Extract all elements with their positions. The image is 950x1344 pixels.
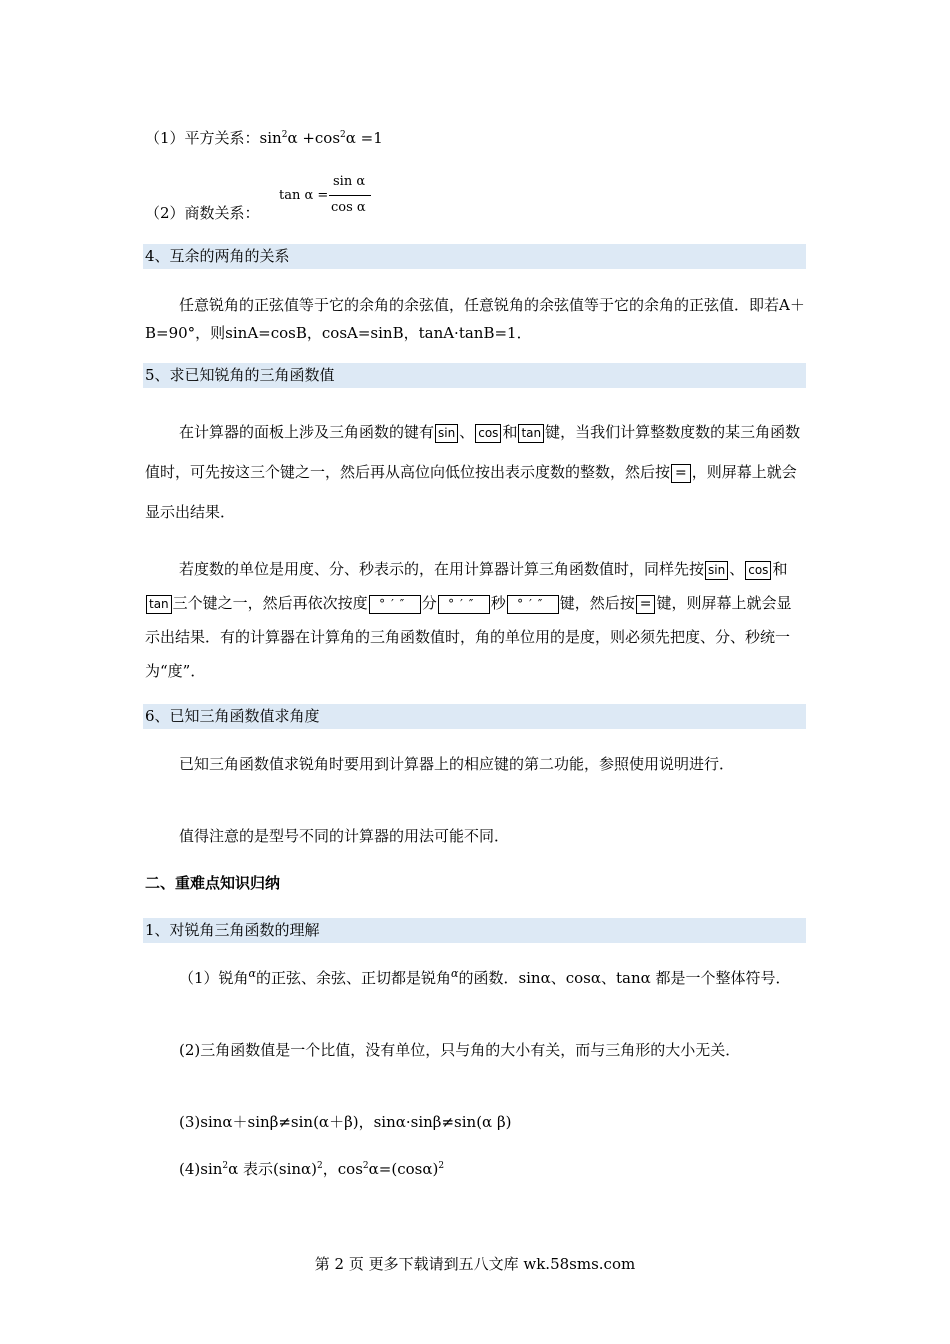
sec5-p2-text-d: 键，则屏幕上就会显示出结果．有的计算器在计算角的三角函数值时，角的单位用的是度，则必须先把度、分、秒统一为“度”． [145, 594, 792, 680]
sec2-1-paragraph-2: (2)三角函数值是一个比值，没有单位，只与角的大小有关，而与三角形的大小无关． [179, 1041, 741, 1059]
and-text: 和 [502, 423, 518, 441]
p4-text-d: α=(cosα) [368, 1160, 439, 1178]
sec2-1-paragraph-1 [145, 964, 805, 992]
square-label: （1）平方关系： [145, 129, 260, 147]
square-part-a: sin [259, 129, 282, 147]
sec2-1-paragraph-4 [145, 1155, 805, 1183]
fraction-denominator: cos α [331, 200, 366, 215]
section-heading-6: 6、已知三角函数值求角度 [143, 704, 806, 729]
superscript-2: 2 [438, 1161, 445, 1171]
sec5-p1-text-a: 在计算器的面板上涉及三角函数的键有 [179, 423, 435, 441]
superscript-2: 2 [317, 1161, 323, 1171]
part-two-heading: 二、重难点知识归纳 [145, 874, 281, 892]
p1-text-a: （1）锐角 [179, 969, 249, 987]
section-heading-5: 5、求已知锐角的三角函数值 [143, 363, 806, 388]
sin-key: sin [705, 561, 728, 580]
cos-key: cos [475, 424, 501, 443]
sec5-p2-text-c: 键，然后按 [559, 594, 635, 612]
sec6-paragraph-1: 已知三角函数值求锐角时要用到计算器上的相应键的第二功能，参照使用说明进行． [179, 755, 735, 773]
p4-text-a: (4)sin [179, 1160, 223, 1178]
fraction-rule [329, 195, 371, 196]
separator: 、 [459, 423, 475, 441]
equals-key: = [636, 595, 656, 614]
dms-key: °′″ [369, 595, 421, 614]
sec6-paragraph-2: 值得注意的是型号不同的计算器的用法可能不同． [179, 827, 510, 845]
sec2-1-paragraph-3: (3)sinα＋sinβ≠sin(α＋β)，sinα·sinβ≠sin(α β) [179, 1113, 512, 1131]
superscript-2: 2 [362, 1161, 369, 1171]
superscript-2: 2 [281, 130, 288, 140]
tan-key: tan [146, 595, 172, 614]
sin-key: sin [435, 424, 458, 443]
alpha-symbol: α [248, 967, 256, 980]
section-heading-4: 4、互余的两角的关系 [143, 244, 806, 269]
p4-text-b: α 表示(sinα) [228, 1160, 318, 1178]
sec5-paragraph-1 [145, 412, 805, 532]
quotient-label: （2）商数关系： [145, 204, 260, 222]
separator: 、 [729, 560, 745, 578]
square-part-b: α +cos [287, 129, 341, 147]
p1-text-c: 的函数．sinα、cosα、tanα 都是一个整体符号． [458, 969, 791, 987]
sec5-paragraph-2 [145, 552, 805, 688]
sec5-p2-text-b: 三个键之一，然后再依次按度 [172, 594, 368, 612]
page-footer: 第 2 页 更多下载请到五八文库 wk.58sms.com [314, 1255, 636, 1273]
sec5-p2-text-a: 若度数的单位是用度、分、秒表示的，在用计算器计算三角函数值时，同样先按 [179, 560, 705, 578]
square-relation [145, 128, 383, 148]
sec4-paragraph: 任意锐角的正弦值等于它的余角的余弦值，任意锐角的余弦值等于它的余角的正弦值．即若A＋B=90°，则sinA=cosB，cosA=sinB，tanA·tanB=1． [145, 296, 805, 342]
section-heading-2-1: 1、对锐角三角函数的理解 [143, 918, 806, 943]
equals-key: = [671, 464, 691, 483]
and-text: 和 [772, 560, 788, 578]
fraction-lhs: tan α = [279, 188, 329, 203]
superscript-2: 2 [340, 130, 346, 140]
cos-key: cos [745, 561, 771, 580]
superscript-2: 2 [222, 1161, 229, 1171]
square-part-c: α =1 [345, 129, 383, 147]
alpha-symbol: α [451, 967, 459, 980]
second-text: 秒 [490, 594, 506, 612]
sec5-p1-text-b: 键，当我们计算整数度数的某三角函数值时，可先按这三个键之一，然后再从高位向低位按出表示度数的整数，然后按 [145, 423, 801, 481]
dms-key: °′″ [507, 595, 559, 614]
fraction-numerator: sin α [333, 174, 366, 189]
p4-text-c: ，cos [322, 1160, 363, 1178]
tan-key: tan [518, 424, 544, 443]
sec5-p1-text-c: ，则屏幕上就会显示出结果． [145, 463, 797, 521]
p1-text-b: 的正弦、余弦、正切都是锐角 [255, 969, 451, 987]
minute-text: 分 [421, 594, 437, 612]
dms-key: °′″ [438, 595, 490, 614]
